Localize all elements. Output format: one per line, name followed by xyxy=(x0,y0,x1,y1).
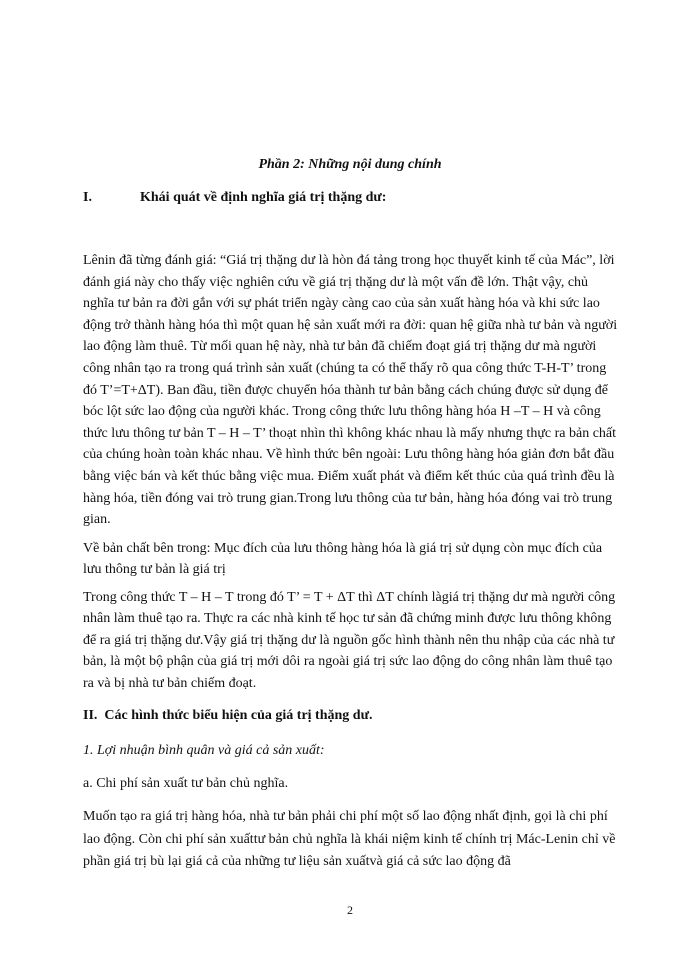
paragraph-essence: Về bản chất bên trong: Mục đích của lưu thông hàng hóa là giá trị sử dụng còn mục đích của lưu thông tư bản là giá trị xyxy=(83,541,603,578)
part-title: Phần 2: Những nội dung chính xyxy=(258,157,442,172)
paragraph-formula: Trong công thức T – H – T trong đó T’ = T + ΔT thì ΔT chính làgiá trị thặng dư mà người công nhân làm thuê tạo ra. Thực ra các nhà kinh tế học tư sản đã chứng minh được lưu thông không để ra giá trị thặng dư.Vậy giá trị thặng dư là nguồn gốc hình thành nên thu nhập của các nhà tư bản, là một bộ phận của giá trị mới dôi ra ngoài giá trị sức lao động do công nhân làm thuê tạo ra và bị nhà tư bản chiếm đoạt. xyxy=(83,590,616,691)
item-heading: a. Chi phí sản xuất tư bản chủ nghĩa. xyxy=(83,776,289,791)
paragraph-cost: Muốn tạo ra giá trị hàng hóa, nhà tư bản phải chi phí một số lao động nhất định, gọi là chi phí lao động. Còn chi phí sản xuấttư bản chủ nghĩa là khái niệm kinh tế chính trị Mác-Lenin chỉ về phần giá trị bù lại giá cả của những tư liệu sản xuấtvà giá cả sức lao động đã xyxy=(83,809,616,869)
paragraph-intro: Lênin đã từng đánh giá: “Giá trị thặng dư là hòn đá tảng trong học thuyết kinh tế của Mác”, lời đánh giá này cho thấy việc nghiên cứu về giá trị thặng dư là một vấn đề lớn. Thật vậy, chủ nghĩa tư bản ra đời gắn với sự phát triển ngày càng cao của sản xuất hàng hóa và khi sức lao động trở thành hàng hóa thì một quan hệ sản xuất mới ra đời: quan hệ giữa nhà tư bản và người lao động làm thuê. Từ mối quan hệ này, nhà tư bản đã chiếm đoạt giá trị thặng dư mà người công nhân tạo ra trong quá trình sản xuất (chúng ta có thể thấy rõ qua công thức T-H-T’ trong đó T’=T+ΔT). Ban đầu, tiền được chuyển hóa thành tư bản bằng cách chúng được sử dụng để bóc lột sức lao động của người khác. Trong công thức lưu thông hàng hóa H –T – H và công thức lưu thông tư bản T – H – T’ thoạt nhìn thì không khác nhau là mấy nhưng thực ra bản chất của chúng hoàn toàn khác nhau. Về hình thức bên ngoài: Lưu thông hàng hóa giản đơn bắt đầu bằng việc bán và kết thúc bằng việc mua. Điểm xuất phát và điểm kết thúc của quá trình đều là hàng hóa, tiền đóng vai trò trung gian.Trong lưu thông của tư bản, hàng hóa đóng vai trò trung gian. xyxy=(83,253,618,528)
section-number: II. xyxy=(83,708,98,723)
subsection-heading: 1. Lợi nhuận bình quân và giá cả sản xuất: xyxy=(83,743,325,758)
section-number: I. xyxy=(83,190,92,205)
page-number: 2 xyxy=(347,903,353,917)
section-heading-2 xyxy=(83,708,372,724)
section-title: Các hình thức biểu hiện của giá trị thặng dư. xyxy=(104,708,373,723)
section-heading-1 xyxy=(83,190,386,206)
section-title: Khái quát về định nghĩa giá trị thặng dư: xyxy=(140,190,387,205)
